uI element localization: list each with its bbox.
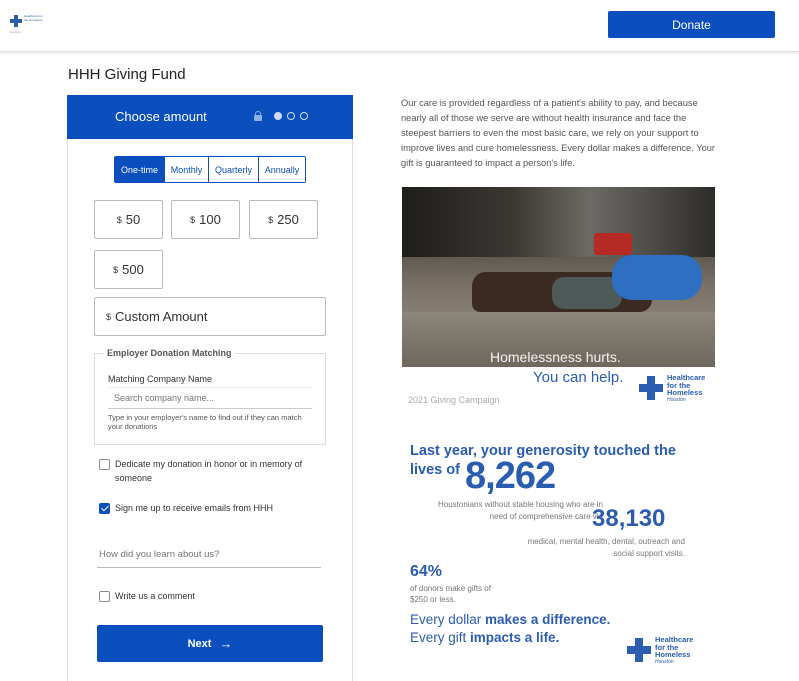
brand-text: Healthcare for the Homeless (667, 373, 706, 397)
logo-text: Healthcare for the Homeless (24, 14, 43, 22)
currency-symbol: $ (190, 214, 196, 225)
infographic-visits-number: 38,130 (592, 505, 666, 532)
tab-annually[interactable]: Annually (259, 157, 305, 182)
brand-text: Healthcare for the Homeless (655, 635, 694, 659)
campaign-photo (402, 187, 715, 367)
frequency-tabs (114, 156, 306, 183)
company-search-input[interactable] (108, 387, 312, 409)
campaign-description: Our care is provided regardless of a patient's ability to pay, and because nearly all of those we serve are without health insurance and face the steepest barriers to even the most basic care, we rely on your support to improve lives and cure homelessness. Every dollar makes a difference. Your gift is guaranteed to impact a person's life. (401, 98, 716, 168)
tab-monthly[interactable]: Monthly (165, 157, 209, 182)
company-help-text: Type in your employer's name to find out if they can match your donations (108, 413, 302, 431)
custom-amount-placeholder: Custom Amount (115, 309, 208, 324)
amount-value: 100 (199, 212, 221, 227)
footer-2-a: Every gift (410, 630, 471, 645)
step-dot-2 (287, 112, 295, 120)
comment-label: Write us a comment (115, 591, 195, 601)
step-dot-3 (300, 112, 308, 120)
cross-icon (10, 15, 22, 27)
lock-icon (254, 111, 262, 121)
logo-sub: Houston (10, 30, 22, 34)
footer-2-b: impacts a life. (470, 630, 560, 645)
amount-250-button[interactable] (249, 200, 318, 239)
arrow-right-icon: → (219, 636, 233, 651)
step-title: Choose amount (115, 109, 207, 124)
dedicate-checkbox[interactable] (99, 459, 110, 470)
learn-about-us-input[interactable] (97, 542, 321, 568)
infographic-text-1: Houstonians without stable housing who are in need of comprehensive care via (438, 500, 603, 521)
step-dot-1 (274, 112, 282, 120)
amount-value: 50 (125, 212, 141, 227)
infographic-text-2: medical, mental health, dental, outreach and social support visits. (527, 537, 685, 558)
tab-one-time[interactable]: One-time (115, 157, 165, 182)
amount-50-button[interactable] (94, 200, 163, 239)
amount-100-button[interactable] (171, 200, 240, 239)
currency-symbol: $ (268, 214, 274, 225)
cross-icon (639, 376, 663, 400)
donate-button[interactable]: Donate (608, 11, 775, 38)
infographic-lives-of: lives of (410, 462, 460, 478)
infographic-footer-2 (410, 630, 559, 645)
hhh-logo[interactable] (10, 13, 46, 35)
footer-1-a: Every dollar (410, 612, 486, 627)
amount-value: 500 (122, 262, 144, 277)
brand-sub: Houston (655, 659, 674, 665)
custom-amount-input[interactable] (94, 297, 326, 336)
infographic-footer-1 (410, 612, 610, 627)
photo-caption: Homelessness hurts. (490, 349, 621, 365)
currency-symbol: $ (113, 264, 119, 275)
infographic-big-number: 8,262 (465, 455, 556, 497)
brand-logo-bottom (627, 634, 697, 664)
arrow-right-icon[interactable]: → (322, 13, 337, 30)
infographic-percent: 64% (410, 563, 443, 580)
currency-symbol: $ (116, 214, 122, 225)
brand-logo (639, 372, 709, 402)
tab-quarterly[interactable]: Quarterly (209, 157, 259, 182)
comment-checkbox[interactable] (99, 591, 110, 602)
brand-sub: Houston (667, 397, 686, 403)
infographic-headline: Last year, your generosity touched the (410, 443, 676, 459)
email-signup-checkbox[interactable] (99, 503, 110, 514)
employer-matching-legend: Employer Donation Matching (104, 348, 235, 358)
page-title: HHH Giving Fund (68, 66, 186, 83)
next-button[interactable] (97, 625, 323, 662)
cross-icon (627, 638, 651, 662)
footer-1-b: makes a difference. (485, 612, 611, 627)
email-signup-label: Sign me up to receive emails from HHH (115, 503, 274, 513)
amount-value: 250 (277, 212, 299, 227)
step-header (67, 95, 353, 139)
photo-caption-2: You can help. (533, 369, 624, 386)
amount-500-button[interactable] (94, 250, 163, 289)
company-name-label: Matching Company Name (108, 374, 213, 384)
dedicate-label: Dedicate my donation in honor or in memory of someone (115, 459, 303, 483)
infographic-text-3: of donors make gifts of $250 or less. (410, 584, 491, 604)
next-label: Next (187, 637, 212, 650)
currency-symbol: $ (106, 311, 112, 322)
top-bar (0, 0, 799, 52)
campaign-label: 2021 Giving Campaign (408, 395, 500, 405)
